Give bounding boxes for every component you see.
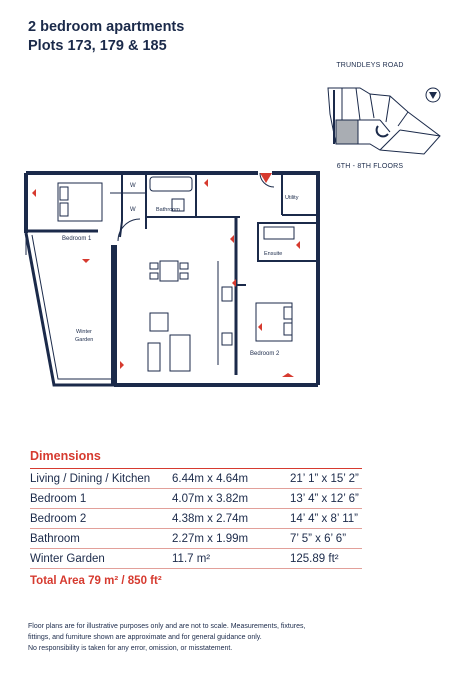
metric-size: 11.7 m² [172, 552, 211, 565]
room-ensuite: Ensuite [264, 251, 283, 257]
armchair [150, 313, 168, 331]
imperial-size: 13’ 4” x 12’ 6” [290, 492, 359, 505]
dimensions-table [30, 449, 362, 587]
room-name: Bedroom 2 [30, 512, 87, 525]
imperial-size: 125.89 ft² [290, 552, 339, 565]
title-line-1: 2 bedroom apartments [28, 19, 185, 35]
floors-label: 6TH - 8TH FLOORS [336, 163, 404, 170]
floor-plan [20, 165, 320, 395]
room-utility: Utility [285, 195, 299, 201]
room-bedroom-2: Bedroom 2 [250, 351, 280, 357]
table-row [30, 469, 362, 489]
imperial-size: 21’ 1” x 15’ 2” [290, 472, 359, 485]
key-plan-diagram [320, 74, 445, 174]
disclaimer-line-3: No responsibility is taken for any error, omission, or misstatement. [28, 645, 233, 652]
wardrobe-label-2: W [130, 207, 136, 213]
table-row [30, 509, 362, 529]
disclaimer-line-2: fittings, and furniture shown are approximate and for general guidance only. [28, 634, 262, 641]
sofa [170, 335, 190, 371]
north-arrow-icon [426, 88, 440, 102]
room-name: Winter Garden [30, 552, 105, 565]
dining-table [160, 261, 178, 281]
key-plan [320, 62, 445, 182]
dimensions-heading: Dimensions [30, 449, 101, 463]
disclaimer [28, 621, 358, 654]
room-name: Bedroom 1 [30, 492, 87, 505]
room-winter-garden-line1: Winter [76, 329, 92, 335]
room-winter-garden-line2: Garden [75, 337, 94, 343]
bed-1 [58, 183, 102, 221]
table-row [30, 529, 362, 549]
winter-garden-wall [26, 233, 114, 385]
room-bathroom: Bathroom [156, 207, 180, 213]
imperial-size: 7’ 5” x 6’ 6” [290, 532, 347, 545]
metric-size: 2.27m x 1.99m [172, 532, 249, 545]
room-name: Bathroom [30, 532, 80, 545]
total-area: Total Area 79 m² / 850 ft² [30, 575, 162, 587]
wardrobe-label-1: W [130, 183, 136, 189]
table-row [30, 489, 362, 509]
metric-size: 4.38m x 2.74m [172, 512, 249, 525]
page-title [28, 18, 184, 56]
room-name: Living / Dining / Kitchen [30, 472, 151, 485]
imperial-size: 14’ 4” x 8’ 11” [290, 512, 358, 525]
bathtub [150, 177, 192, 191]
metric-size: 4.07m x 3.82m [172, 492, 249, 505]
road-label: TRUNDLEYS ROAD [336, 62, 404, 69]
highlighted-apartment [336, 120, 358, 144]
table-row [30, 549, 362, 569]
metric-size: 6.44m x 4.64m [172, 472, 249, 485]
coffee-table [148, 343, 160, 371]
title-line-2: Plots 173, 179 & 185 [28, 38, 167, 54]
room-bedroom-1: Bedroom 1 [62, 236, 92, 242]
disclaimer-line-1: Floor plans are for illustrative purposes only and are not to scale. Measurements, fixtures, [28, 623, 306, 630]
